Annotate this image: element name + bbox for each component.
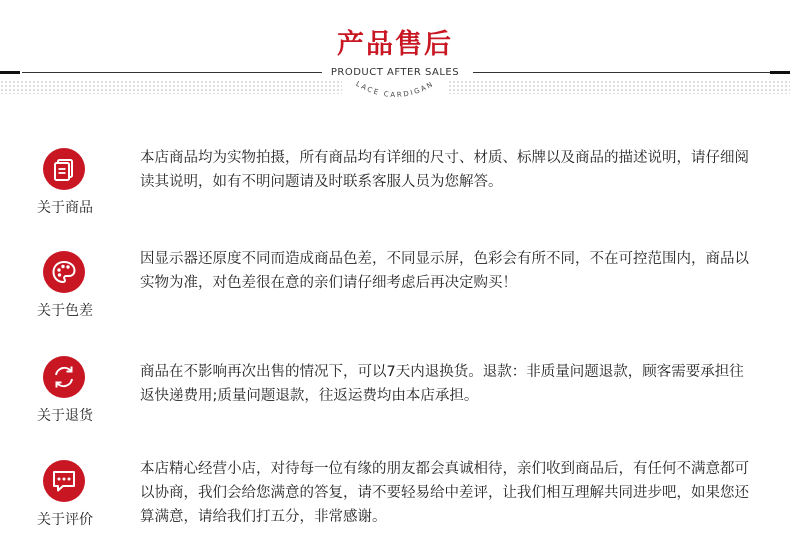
section-product: [0, 140, 790, 240]
section-text: 本店商品均为实物拍摄，所有商品均有详细的尺寸、材质、标牌以及商品的描述说明，请仔细阅读其说明，如有不明问题请及时联系客服人员为您解答。: [140, 150, 749, 190]
section-text: 本店精心经营小店，对待每一位有缘的朋友都会真诚相待，亲们收到商品后，有任何不满意都可以协商，我们会给您满意的答复，请不要轻易给中差评，让我们相互理解共同进步吧，如果您还算满意，请给我们打五分，非常感谢。: [140, 461, 749, 525]
section-return: [0, 348, 790, 448]
palette-icon: [43, 251, 85, 293]
right-dot-pattern: [448, 80, 790, 94]
section-color: [0, 243, 790, 343]
refresh-icon: [43, 356, 85, 398]
section-label: 关于评价: [37, 512, 93, 528]
arc-caption: [320, 72, 470, 110]
section-text: 商品在不影响再次出售的情况下，可以7天内退换货。退款：非质量问题退款，顾客需要承担往返快递费用;质量问题退款，往返运费均由本店承担。: [140, 364, 744, 404]
chat-icon: [43, 460, 85, 502]
page-subtitle: PRODUCT AFTER SALES: [330, 67, 460, 78]
left-dot-pattern: [0, 80, 342, 94]
svg-text:LACE CARDIGAN: [354, 80, 435, 99]
document-icon: [43, 148, 85, 190]
section-label: 关于商品: [37, 200, 93, 216]
page-header: [0, 0, 790, 110]
section-label: 关于色差: [37, 303, 93, 319]
section-text: 因显示器还原度不同而造成商品色差，不同显示屏，色彩会有所不同，不在可控范围内，商品以实物为准，对色差很在意的亲们请仔细考虑后再决定购买！: [140, 251, 749, 291]
page-title: 产品售后: [337, 29, 453, 60]
arc-caption-text: LACE CARDIGAN: [354, 79, 436, 100]
section-review: [0, 452, 790, 552]
section-label: 关于退货: [37, 408, 93, 424]
